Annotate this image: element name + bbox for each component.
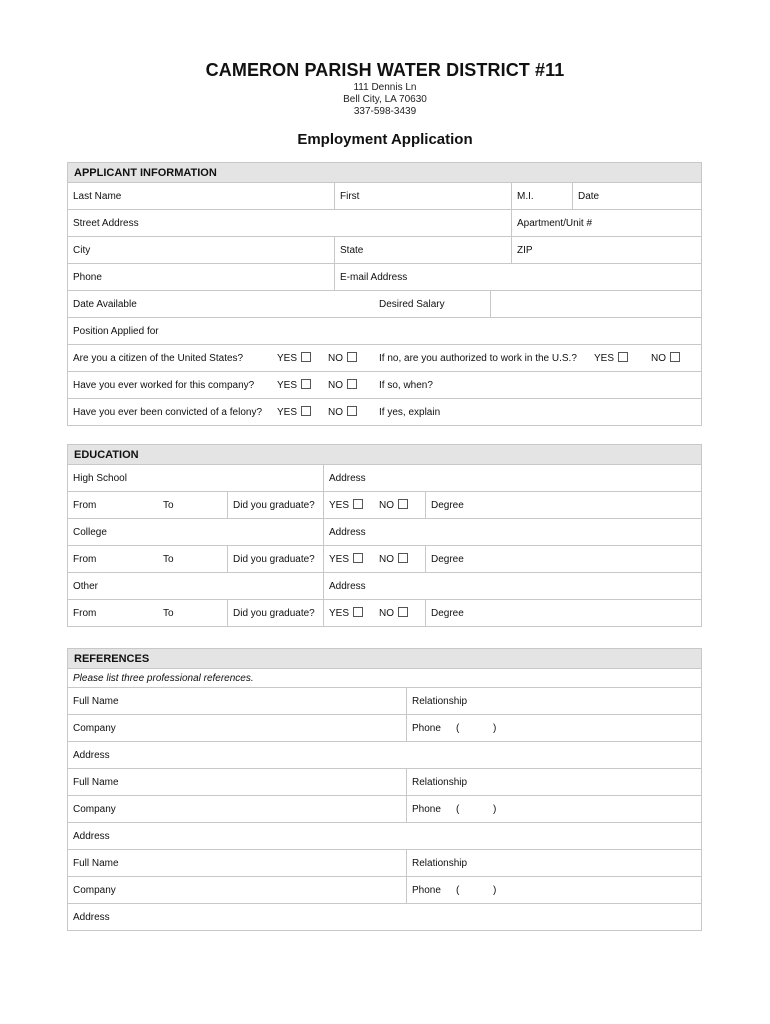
- full-name-label: Full Name: [73, 696, 119, 707]
- position-label: Position Applied for: [73, 326, 159, 337]
- street-row: [68, 210, 701, 237]
- other-address-field[interactable]: [323, 573, 701, 599]
- college-address-label: Address: [329, 527, 366, 538]
- reference-1-company-row: [68, 715, 701, 742]
- reference-3-name-field[interactable]: [68, 850, 406, 876]
- reference-2-company-field[interactable]: [68, 796, 406, 822]
- worked-no-label: NO: [328, 380, 343, 391]
- high-school-degree-field[interactable]: [425, 492, 701, 518]
- first-name-label: First: [340, 191, 360, 202]
- graduate-label: Did you graduate?: [233, 554, 315, 565]
- last-name-label: Last Name: [73, 191, 122, 202]
- zip-label: ZIP: [517, 245, 533, 256]
- full-name-label: Full Name: [73, 777, 119, 788]
- high-school-dates-row: [68, 492, 701, 519]
- reference-3-address-field[interactable]: [68, 904, 701, 930]
- felony-no-label: NO: [328, 407, 343, 418]
- apartment-label: Apartment/Unit #: [517, 218, 593, 229]
- checkbox-icon[interactable]: [670, 352, 680, 362]
- reference-2-name-row: [68, 769, 701, 796]
- organization-name: CAMERON PARISH WATER DISTRICT #11: [205, 60, 565, 80]
- college-label: College: [73, 527, 107, 538]
- high-school-label: High School: [73, 473, 127, 484]
- high-school-address-field[interactable]: [323, 465, 701, 491]
- area-code-open: (: [456, 723, 460, 734]
- citizen-yes-label: YES: [277, 353, 298, 364]
- reference-3-company-row: [68, 877, 701, 904]
- desired-salary-label-cell: [374, 291, 490, 317]
- availability-row: [68, 291, 701, 318]
- other-graduate-question: [227, 600, 323, 626]
- checkbox-icon[interactable]: [398, 607, 408, 617]
- citizen-question: Are you a citizen of the United States?: [73, 353, 244, 364]
- felony-no-option[interactable]: [328, 399, 357, 426]
- to-label: To: [163, 500, 174, 511]
- checkbox-icon[interactable]: [398, 499, 408, 509]
- company-label: Company: [73, 723, 116, 734]
- middle-initial-field[interactable]: [511, 183, 572, 209]
- reference-3-name-row: [68, 850, 701, 877]
- citizen-no-option[interactable]: [328, 345, 357, 372]
- worked-no-option[interactable]: [328, 372, 357, 399]
- reference-3-phone-field[interactable]: [406, 877, 701, 903]
- reference-1-phone-field[interactable]: [406, 715, 701, 741]
- reference-1-company-field[interactable]: [68, 715, 406, 741]
- college-graduate-question: [227, 546, 323, 572]
- reference-2-address-field[interactable]: [68, 823, 701, 849]
- high-school-field[interactable]: [68, 465, 323, 491]
- worked-row: [68, 372, 701, 399]
- citizen-row: [68, 345, 701, 372]
- position-field[interactable]: [68, 318, 701, 344]
- address-label: Address: [73, 750, 110, 761]
- relationship-label: Relationship: [412, 858, 468, 869]
- felony-yes-label: YES: [277, 407, 298, 418]
- worked-yes-option[interactable]: [277, 372, 311, 399]
- checkbox-icon[interactable]: [398, 553, 408, 563]
- applicant-section: [67, 162, 702, 426]
- street-address-field[interactable]: [68, 210, 511, 236]
- last-name-field[interactable]: [68, 183, 334, 209]
- authorized-yes-option[interactable]: [594, 345, 628, 372]
- authorized-question: If no, are you authorized to work in the U.S.?: [379, 353, 577, 364]
- relationship-label: Relationship: [412, 777, 468, 788]
- references-heading: REFERENCES: [68, 649, 701, 669]
- name-row: [68, 183, 701, 210]
- authorized-yes-label: YES: [594, 353, 615, 364]
- citizen-yes-option[interactable]: [277, 345, 311, 372]
- yes-label: YES: [329, 554, 350, 565]
- to-label: To: [163, 554, 174, 565]
- references-section: [67, 648, 702, 931]
- checkbox-icon[interactable]: [618, 352, 628, 362]
- checkbox-icon[interactable]: [353, 607, 363, 617]
- yes-label: YES: [329, 608, 350, 619]
- checkbox-icon[interactable]: [301, 406, 311, 416]
- contact-row: [68, 264, 701, 291]
- desired-salary-field[interactable]: [490, 291, 701, 317]
- street-address-label: Street Address: [73, 218, 139, 229]
- reference-2-company-row: [68, 796, 701, 823]
- state-field[interactable]: [334, 237, 511, 263]
- zip-field[interactable]: [511, 237, 701, 263]
- city-field[interactable]: [68, 237, 334, 263]
- other-address-label: Address: [329, 581, 366, 592]
- relationship-label: Relationship: [412, 696, 468, 707]
- other-from-field[interactable]: [68, 600, 158, 626]
- high-school-yes-option[interactable]: [323, 492, 374, 518]
- company-label: Company: [73, 804, 116, 815]
- area-code-close: ): [493, 723, 497, 734]
- education-section: [67, 444, 702, 627]
- phone-label: Phone: [412, 885, 441, 896]
- area-code-close: ): [493, 804, 497, 815]
- high-school-from-field[interactable]: [68, 492, 158, 518]
- other-school-row: [68, 573, 701, 600]
- email-field[interactable]: [334, 264, 701, 290]
- when-question: If so, when?: [379, 380, 433, 391]
- high-school-to-field[interactable]: [158, 492, 227, 518]
- organization-phone: 337-598-3439: [353, 106, 417, 117]
- college-degree-field[interactable]: [425, 546, 701, 572]
- state-label: State: [340, 245, 364, 256]
- other-yes-option[interactable]: [323, 600, 374, 626]
- felony-question: Have you ever been convicted of a felony?: [73, 407, 263, 418]
- education-heading: EDUCATION: [68, 445, 701, 465]
- reference-1-name-row: [68, 688, 701, 715]
- felony-row: [68, 399, 701, 426]
- explain-question: If yes, explain: [379, 407, 441, 418]
- date-available-label: Date Available: [73, 299, 137, 310]
- area-code-open: (: [456, 885, 460, 896]
- city-row: [68, 237, 701, 264]
- reference-1-address-row: [68, 742, 701, 769]
- date-field[interactable]: [572, 183, 701, 209]
- position-row: [68, 318, 701, 345]
- checkbox-icon[interactable]: [301, 379, 311, 389]
- document-header: [0, 58, 770, 118]
- high-school-graduate-question: [227, 492, 323, 518]
- organization-street: 111 Dennis Ln: [353, 82, 417, 93]
- reference-3-relationship-field[interactable]: [406, 850, 701, 876]
- college-no-option[interactable]: [374, 546, 425, 572]
- from-label: From: [73, 608, 97, 619]
- reference-2-phone-field[interactable]: [406, 796, 701, 822]
- reference-2-relationship-field[interactable]: [406, 769, 701, 795]
- references-note-row: [68, 669, 701, 688]
- date-label: Date: [578, 191, 600, 202]
- citizen-no-label: NO: [328, 353, 343, 364]
- references-note: Please list three professional references.: [73, 673, 254, 684]
- other-no-option[interactable]: [374, 600, 425, 626]
- from-label: From: [73, 500, 97, 511]
- college-field[interactable]: [68, 519, 323, 545]
- reference-3-address-row: [68, 904, 701, 931]
- address-label: Address: [73, 912, 110, 923]
- college-address-field[interactable]: [323, 519, 701, 545]
- degree-label: Degree: [431, 500, 464, 511]
- college-from-field[interactable]: [68, 546, 158, 572]
- checkbox-icon[interactable]: [347, 406, 357, 416]
- middle-initial-label: M.I.: [517, 191, 534, 202]
- reference-1-relationship-field[interactable]: [406, 688, 701, 714]
- checkbox-icon[interactable]: [347, 379, 357, 389]
- worked-question: Have you ever worked for this company?: [73, 380, 255, 391]
- other-degree-field[interactable]: [425, 600, 701, 626]
- phone-label: Phone: [73, 272, 102, 283]
- phone-label: Phone: [412, 723, 441, 734]
- other-dates-row: [68, 600, 701, 627]
- other-school-label: Other: [73, 581, 99, 592]
- worked-yes-label: YES: [277, 380, 298, 391]
- city-label: City: [73, 245, 91, 256]
- date-available-field[interactable]: [68, 291, 374, 317]
- checkbox-icon[interactable]: [353, 553, 363, 563]
- email-label: E-mail Address: [340, 272, 408, 283]
- first-name-field[interactable]: [334, 183, 511, 209]
- company-label: Company: [73, 885, 116, 896]
- reference-1-address-field[interactable]: [68, 742, 701, 768]
- authorized-no-label: NO: [651, 353, 666, 364]
- other-school-field[interactable]: [68, 573, 323, 599]
- phone-label: Phone: [412, 804, 441, 815]
- from-label: From: [73, 554, 97, 565]
- reference-1-name-field[interactable]: [68, 688, 406, 714]
- checkbox-icon[interactable]: [301, 352, 311, 362]
- college-to-field[interactable]: [158, 546, 227, 572]
- degree-label: Degree: [431, 608, 464, 619]
- organization-city: Bell City, LA 70630: [343, 94, 427, 105]
- phone-field[interactable]: [68, 264, 334, 290]
- high-school-row: [68, 465, 701, 492]
- form-title: Employment Application: [297, 131, 473, 148]
- reference-2-name-field[interactable]: [68, 769, 406, 795]
- checkbox-icon[interactable]: [347, 352, 357, 362]
- college-row: [68, 519, 701, 546]
- to-label: To: [163, 608, 174, 619]
- high-school-address-label: Address: [329, 473, 366, 484]
- felony-yes-option[interactable]: [277, 399, 311, 426]
- area-code-close: ): [493, 885, 497, 896]
- yes-label: YES: [329, 500, 350, 511]
- reference-3-company-field[interactable]: [68, 877, 406, 903]
- no-label: NO: [379, 554, 394, 565]
- college-yes-option[interactable]: [323, 546, 374, 572]
- area-code-open: (: [456, 804, 460, 815]
- reference-2-address-row: [68, 823, 701, 850]
- no-label: NO: [379, 500, 394, 511]
- apartment-field[interactable]: [511, 210, 701, 236]
- no-label: NO: [379, 608, 394, 619]
- degree-label: Degree: [431, 554, 464, 565]
- college-dates-row: [68, 546, 701, 573]
- checkbox-icon[interactable]: [353, 499, 363, 509]
- graduate-label: Did you graduate?: [233, 608, 315, 619]
- desired-salary-label: Desired Salary: [379, 299, 445, 310]
- high-school-no-option[interactable]: [374, 492, 425, 518]
- graduate-label: Did you graduate?: [233, 500, 315, 511]
- full-name-label: Full Name: [73, 858, 119, 869]
- other-to-field[interactable]: [158, 600, 227, 626]
- applicant-heading: APPLICANT INFORMATION: [68, 163, 701, 183]
- authorized-no-option[interactable]: [651, 345, 680, 372]
- address-label: Address: [73, 831, 110, 842]
